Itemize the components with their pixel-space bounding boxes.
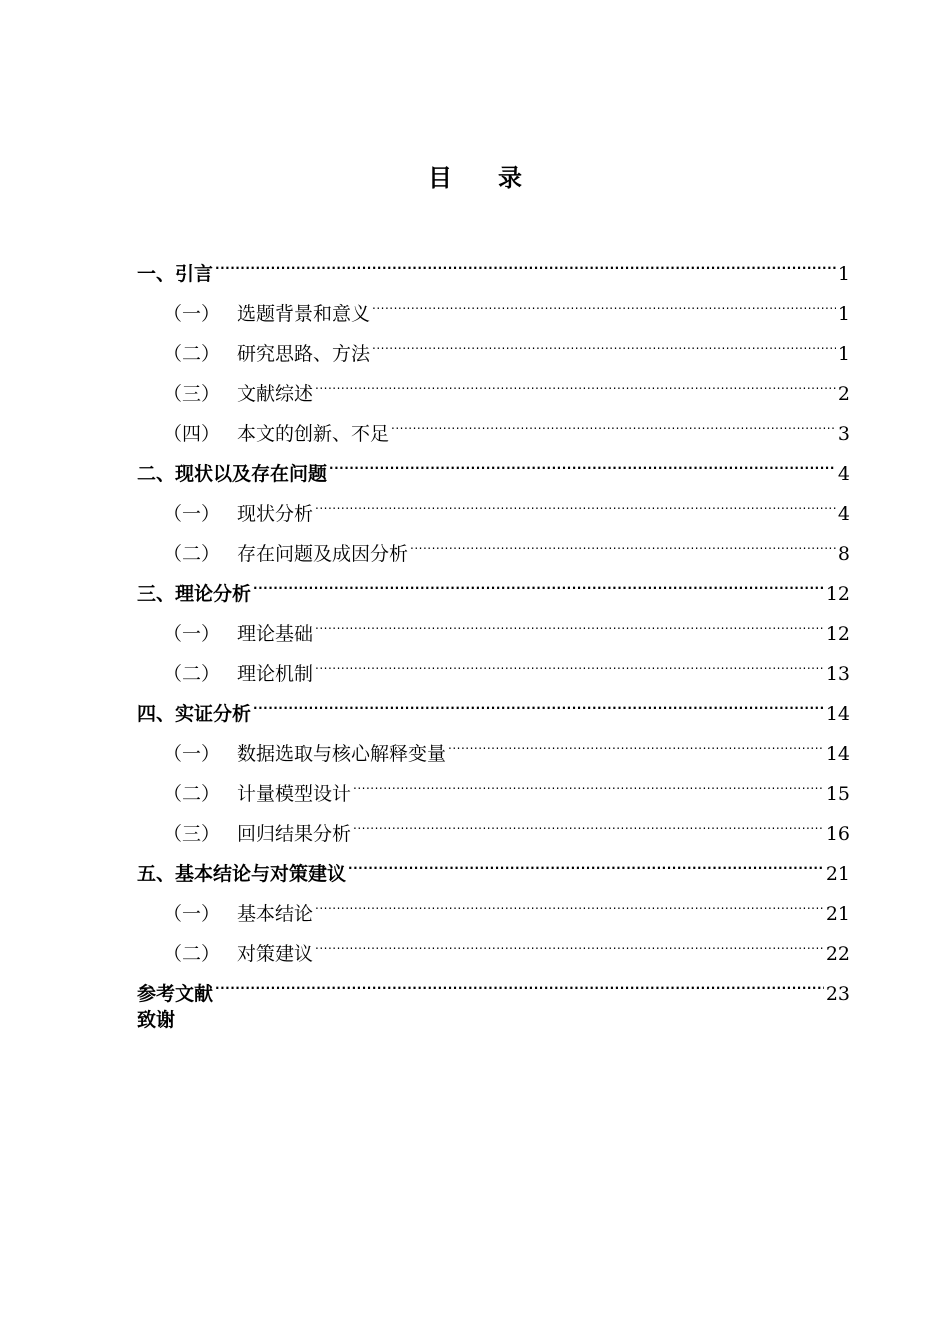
toc-entry-page-number: 16: [825, 823, 850, 845]
toc-entry-label: 二、现状以及存在问题: [137, 463, 328, 485]
toc-dot-leader: [353, 760, 824, 800]
toc-dot-leader: [215, 960, 824, 1000]
toc-entry-page-number: 22: [825, 943, 850, 965]
toc-entry-page-number: 13: [825, 663, 850, 685]
toc-entry-label: 理论机制: [237, 663, 314, 685]
toc-entry-label: 选题背景和意义: [237, 303, 371, 325]
toc-entry-page-number: 4: [837, 463, 850, 485]
toc-entry-number: （三）: [163, 823, 221, 845]
toc-dot-leader: [372, 320, 836, 360]
toc-entry-page-number: 21: [825, 903, 850, 925]
toc-entry-number: （一）: [163, 503, 221, 525]
toc-entry-label: 本文的创新、不足: [237, 423, 390, 445]
toc-entry-page-number: 8: [837, 543, 850, 565]
toc-entry[interactable]: [137, 240, 850, 285]
toc-dot-leader: [215, 240, 836, 280]
toc-title-char-1: 目: [428, 164, 452, 192]
toc-entry-label: 计量模型设计: [237, 783, 352, 805]
toc-dot-leader: [448, 720, 824, 760]
toc-title-char-2: 录: [498, 164, 522, 192]
toc-entry-label: 存在问题及成因分析: [237, 543, 409, 565]
toc-entry-number: （三）: [163, 383, 221, 405]
toc-entry-label: 致谢: [137, 1009, 176, 1031]
toc-entry-page-number: 1: [837, 303, 850, 325]
toc-entry-page-number: 12: [825, 583, 850, 605]
toc-entry-label: 基本结论: [237, 903, 314, 925]
toc-entry-number: （一）: [163, 303, 221, 325]
toc-dot-leader: [348, 840, 824, 880]
toc-entry-label: 理论基础: [237, 623, 314, 645]
toc-dot-leader: [315, 880, 824, 920]
toc-entry-number: （一）: [163, 903, 221, 925]
toc-entry-label: 对策建议: [237, 943, 314, 965]
toc-list: [137, 240, 850, 1040]
toc-dot-leader: [315, 920, 824, 960]
toc-dot-leader: [315, 640, 824, 680]
toc-entry-page-number: 15: [825, 783, 850, 805]
toc-dot-leader: [353, 800, 824, 840]
toc-entry-label: 一、引言: [137, 263, 214, 285]
toc-title: [0, 158, 950, 198]
toc-entry-label: 回归结果分析: [237, 823, 352, 845]
toc-dot-leader: [315, 360, 836, 400]
toc-entry[interactable]: [137, 960, 850, 1005]
toc-entry-page-number: 2: [837, 383, 850, 405]
toc-entry-number: （二）: [163, 663, 221, 685]
toc-entry-number: （四）: [163, 423, 221, 445]
toc-entry-page-number: 14: [825, 743, 850, 765]
toc-entry-page-number: 14: [825, 703, 850, 725]
toc-entry-page-number: 1: [837, 343, 850, 365]
toc-entry-label: 五、基本结论与对策建议: [137, 863, 347, 885]
toc-entry-page-number: 12: [825, 623, 850, 645]
toc-dot-leader: [253, 680, 824, 720]
toc-dot-leader: [329, 440, 836, 480]
toc-entry-number: （二）: [163, 943, 221, 965]
toc-dot-leader: [372, 280, 836, 320]
toc-dot-leader: [315, 480, 836, 520]
toc-entry[interactable]: [137, 1000, 850, 1040]
toc-entry-page-number: 23: [825, 983, 850, 1005]
toc-entry-label: 文献综述: [237, 383, 314, 405]
toc-dot-leader: [315, 600, 824, 640]
toc-entry-number: （二）: [163, 543, 221, 565]
toc-entry-page-number: 4: [837, 503, 850, 525]
toc-dot-leader: [253, 560, 824, 600]
toc-entry-number: （一）: [163, 623, 221, 645]
toc-entry-label: 四、实证分析: [137, 703, 252, 725]
toc-entry-number: （二）: [163, 783, 221, 805]
toc-entry-label: 数据选取与核心解释变量: [237, 743, 447, 765]
toc-entry[interactable]: [137, 280, 850, 325]
toc-entry-number: （一）: [163, 743, 221, 765]
toc-entry-label: 三、理论分析: [137, 583, 252, 605]
toc-entry-page-number: 21: [825, 863, 850, 885]
toc-entry-page-number: 1: [837, 263, 850, 285]
toc-entry-label: 研究思路、方法: [237, 343, 371, 365]
toc-entry-label: 参考文献: [137, 983, 214, 1005]
toc-entry-page-number: 3: [837, 423, 850, 445]
toc-entry-number: （二）: [163, 343, 221, 365]
toc-dot-leader: [391, 400, 836, 440]
toc-dot-leader: [410, 520, 836, 560]
toc-entry-label: 现状分析: [237, 503, 314, 525]
